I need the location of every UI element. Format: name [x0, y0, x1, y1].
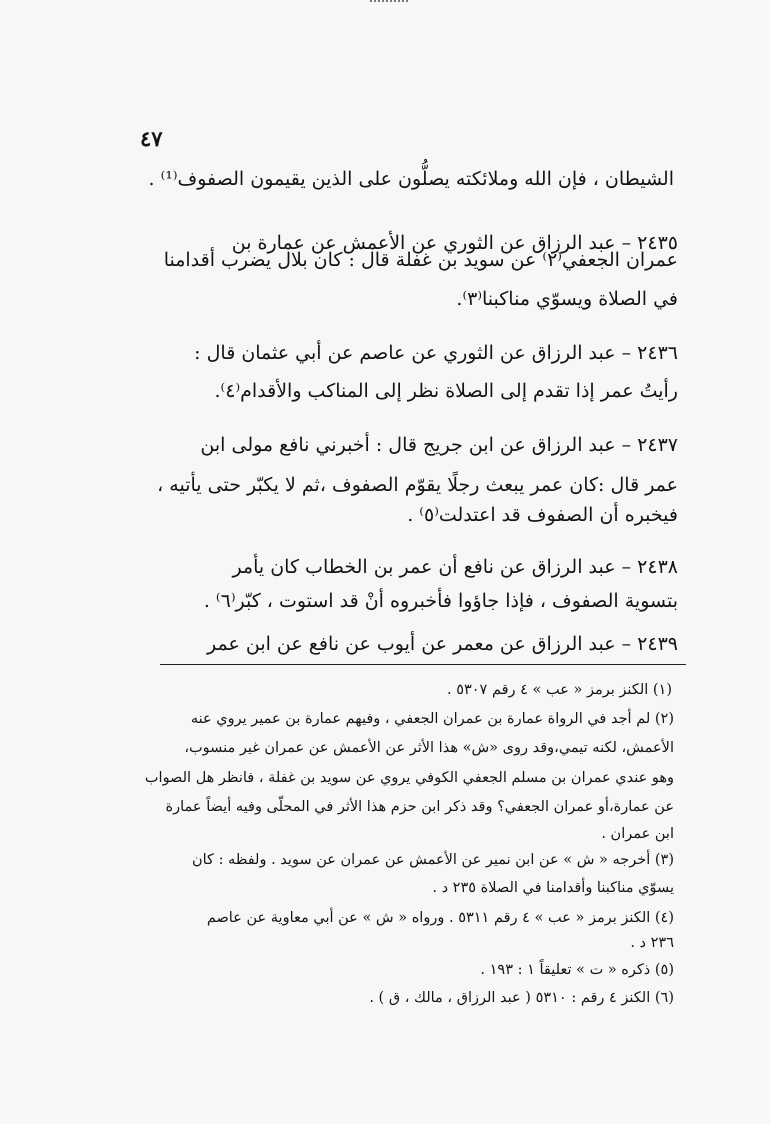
footnote-line: (٦) الكنز ٤ رقم : ٥٣١٠ ( عبد الرزاق ، مالك ، ق ) . [369, 990, 674, 1006]
main-text-line: ٢٤٣٧ – عبد الرزاق عن ابن جريج قال : أخبرني نافع مولى ابن [200, 434, 678, 456]
footnote-line: (٢) لم أجد في الرواة عمارة بن عمران الجعفي ، وفيهم عمارة بن عمير يروي عنه [190, 711, 674, 727]
main-text-line: بتسوية الصفوف ، فإذا جاؤوا فأخبروه أنْ قد استوت ، كبّر⁽٦⁾ . [203, 590, 678, 612]
page-number: ٤٧ [140, 126, 163, 151]
main-text-line: رأيتُ عمر إذا تقدم إلى الصلاة نظر إلى المناكب والأقدام⁽٤⁾. [214, 380, 678, 402]
footnote-line: ابن عمران . [601, 826, 674, 842]
footnote-line: وهو عندي عمران بن مسلم الجعفي الكوفي يروي عن سويد بن غفلة ، فانظر هل الصواب [144, 770, 674, 786]
main-text-line: عمر قال :كان عمر يبعث رجلًا يقوّم الصفوف ،ثم لا يكبّر حتى يأتيه ، [157, 474, 678, 496]
main-text-line: ٢٤٣٦ – عبد الرزاق عن الثوري عن عاصم عن أبي عثمان قال : [194, 342, 678, 364]
main-text-line: في الصلاة ويسوّي مناكبنا⁽٣⁾. [456, 288, 678, 310]
main-text-line: ٢٤٣٥ – عبد الرزاق عن الثوري عن الأعمش عن عمارة بن [231, 232, 678, 254]
footnote-line: (١) الكنز برمز « عب » ٤ رقم ٥٣٠٧ . [446, 682, 672, 698]
footnote-line: يسوّي مناكبنا وأقدامنا في الصلاة ٢٣٥ د . [432, 880, 674, 896]
footnote-line: (٣) أخرجه « ش » عن ابن نمير عن الأعمش عن عمران عن سويد . ولفظه : كان [191, 852, 674, 868]
scan-top-mark [370, 0, 408, 5]
main-text-line: الشيطان ، فإن الله وملائكته يصلُّون على الذين يقيمون الصفوف⁽¹⁾ . [148, 168, 674, 190]
main-text-line: ٢٤٣٨ – عبد الرزاق عن نافع أن عمر بن الخطاب كان يأمر [232, 556, 678, 578]
footnote-line: (٥) ذكره « ت » تعليقاً ١ : ١٩٣ . [480, 962, 674, 978]
footnote-line: ٢٣٦ د . [630, 935, 674, 951]
footnote-line: عن عمارة،أو عمران الجعفي؟ وقد ذكر ابن حزم هذا الأثر في المحلّى وفيه أيضاً عمارة [165, 799, 674, 815]
main-text-line: ٢٤٣٩ – عبد الرزاق عن معمر عن أيوب عن نافع عن ابن عمر [207, 633, 678, 655]
main-text-line: فيخبره أن الصفوف قد اعتدلت⁽٥⁾ . [407, 504, 678, 526]
footnote-separator [160, 664, 686, 665]
main-text-line: عمران الجعفي⁽٢⁾ عن سويد بن غفلة قال : كان بلال يضرب أقدامنا [163, 249, 678, 271]
footnote-line: (٤) الكنز برمز « عب » ٤ رقم ٥٣١١ . ورواه « ش » عن أبي معاوية عن عاصم [206, 910, 674, 926]
footnote-line: الأعمش، لكنه تيمي،وقد روى «ش» هذا الأثر عن الأعمش عن عمران غير منسوب، [184, 740, 674, 756]
